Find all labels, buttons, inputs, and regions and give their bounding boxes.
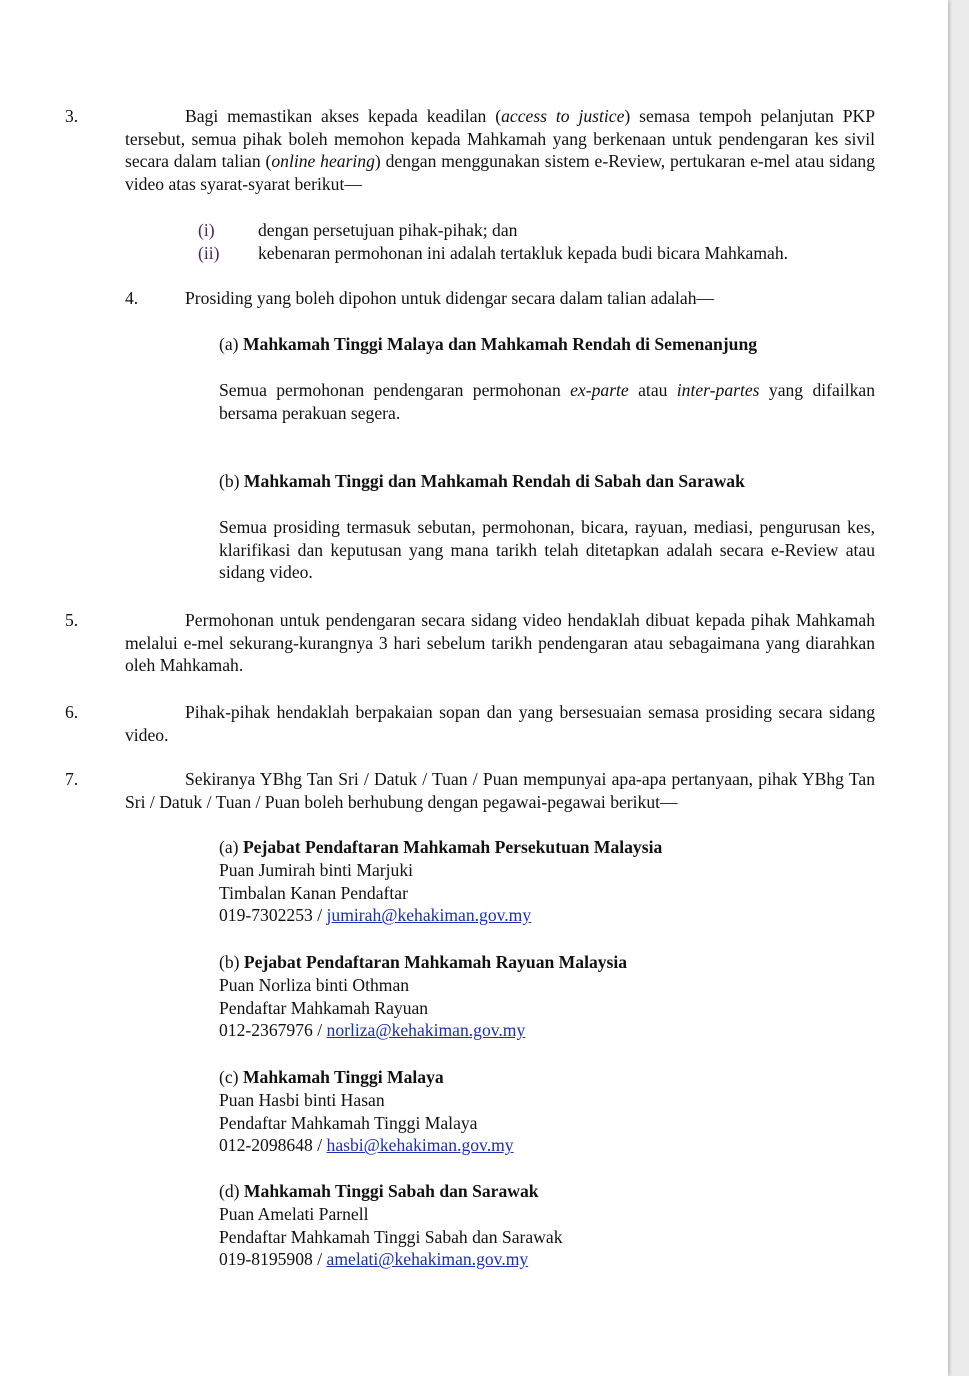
condition-i-label: (i) (198, 220, 215, 240)
contact-position: Timbalan Kanan Pendaftar (219, 882, 408, 903)
section-b-text: Semua prosiding termasuk sebutan, permohonan, bicara, rayuan, mediasi, pengurusan kes, klarifikasi dan keputusan yang mana tarikh telah ditetapkan adalah secara e-Review atau sidang video. (219, 517, 875, 582)
paragraph-4-intro: Prosiding yang boleh dipohon untuk didengar secara dalam talian adalah— (185, 288, 715, 308)
contact-position: Pendaftar Mahkamah Rayuan (219, 997, 429, 1018)
contact-details: 019-7302253 / jumirah@kehakiman.gov.my (219, 905, 532, 926)
contact-heading: (a) Pejabat Pendaftaran Mahkamah Persekutuan Malaysia (219, 837, 663, 857)
contact-details: 019-8195908 / amelati@kehakiman.gov.my (219, 1249, 529, 1270)
contact-details: 012-2367976 / norliza@kehakiman.gov.my (219, 1020, 526, 1041)
contact-details: 012-2098648 / hasbi@kehakiman.gov.my (219, 1135, 514, 1156)
contact-position: Pendaftar Mahkamah Tinggi Sabah dan Sarawak (219, 1226, 563, 1247)
paragraph-5-number: 5. (65, 610, 79, 630)
paragraph-7-number: 7. (65, 769, 79, 789)
section-b-heading: (b) Mahkamah Tinggi dan Mahkamah Rendah di Sabah dan Sarawak (219, 471, 745, 491)
condition-i-text: dengan persetujuan pihak-pihak; dan (258, 220, 518, 240)
email-link[interactable]: hasbi@kehakiman.gov.my (326, 1135, 514, 1156)
section-a-text: Semua permohonan pendengaran permohonan ex-parte atau inter-partes yang difailkan bersama perakuan segera. (219, 380, 875, 423)
paragraph-3: 3. Bagi memastikan akses kepada keadilan (access to justice) semasa tempoh pelanjutan PKP tersebut, semua pihak boleh memohon kepada Mahkamah yang berkenaan untuk pendengaran kes sivil secara dalam talian (online hearing) dengan menggunakan sistem e-Review, pertukaran e-mel atau sidang video atas syarat-syarat berikut— (65, 106, 876, 194)
paragraph-5: 5. Permohonan untuk pendengaran secara sidang video hendaklah dibuat kepada pihak Mahkamah melalui e-mel sekurang-kurangnya 3 hari sebelum tarikh pendengaran atau sebagaimana yang diarahkan oleh Mahkamah. (65, 610, 875, 675)
contact-position: Pendaftar Mahkamah Tinggi Malaya (219, 1112, 478, 1133)
contact-name: Puan Jumirah binti Marjuki (219, 859, 414, 880)
paragraph-6-number: 6. (65, 702, 79, 722)
paragraph-6: 6. Pihak-pihak hendaklah berpakaian sopan dan yang bersesuaian semasa prosiding secara sidang video. (65, 702, 875, 745)
condition-ii-label: (ii) (198, 243, 220, 263)
contact-name: Puan Amelati Parnell (219, 1203, 369, 1224)
contact-heading: (d) Mahkamah Tinggi Sabah dan Sarawak (219, 1181, 539, 1201)
paragraph-4-number: 4. (125, 288, 139, 308)
contact-high-court-malaya (219, 1066, 869, 1157)
contact-name: Puan Hasbi binti Hasan (219, 1089, 385, 1110)
contact-name: Puan Norliza binti Othman (219, 974, 410, 995)
condition-ii-text: kebenaran permohonan ini adalah tertakluk kepada budi bicara Mahkamah. (258, 243, 789, 263)
contact-heading: (b) Pejabat Pendaftaran Mahkamah Rayuan Malaysia (219, 952, 628, 972)
email-link[interactable]: jumirah@kehakiman.gov.my (326, 905, 532, 926)
contact-court-of-appeal (219, 951, 869, 1042)
section-a-heading: (a) Mahkamah Tinggi Malaya dan Mahkamah Rendah di Semenanjung (219, 334, 758, 354)
paragraph-3-number: 3. (65, 106, 79, 126)
contact-federal-court (219, 836, 869, 927)
paragraph-7: 7. Sekiranya YBhg Tan Sri / Datuk / Tuan / Puan mempunyai apa-apa pertanyaan, pihak YBhg Tan Sri / Datuk / Tuan / Puan boleh berhubung dengan pegawai-pegawai berikut— (65, 769, 875, 812)
email-link[interactable]: norliza@kehakiman.gov.my (326, 1020, 526, 1041)
contact-heading: (c) Mahkamah Tinggi Malaya (219, 1067, 444, 1087)
contact-high-court-sabah-sarawak (219, 1180, 869, 1271)
email-link[interactable]: amelati@kehakiman.gov.my (326, 1249, 529, 1270)
